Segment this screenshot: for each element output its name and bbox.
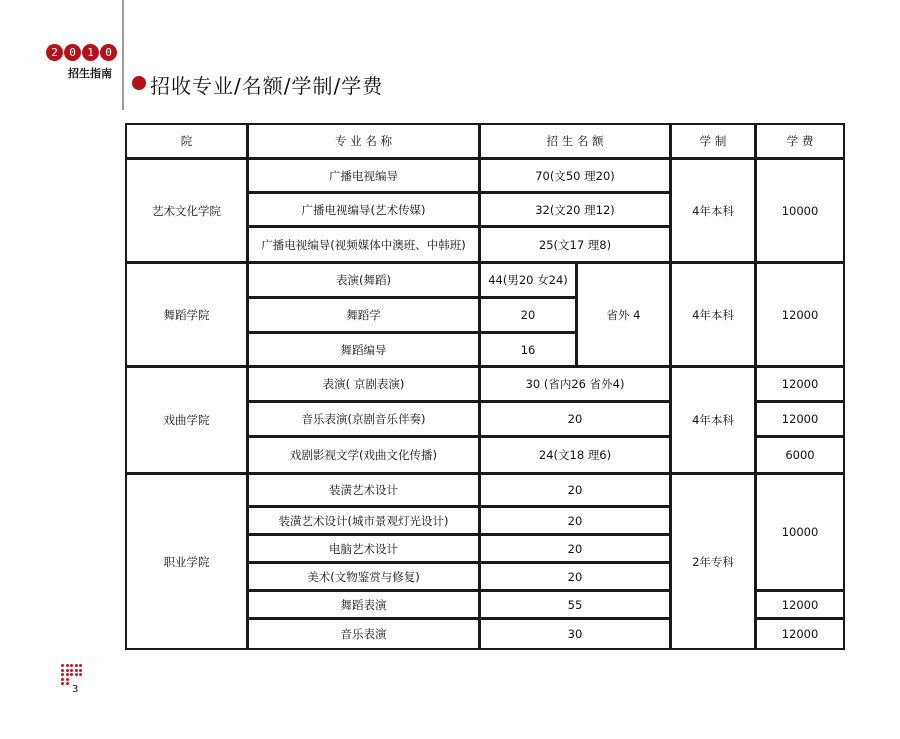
- quota-cell: 20: [479, 534, 671, 563]
- grid-dot: [66, 669, 69, 672]
- quota-cell: 70(文50 理20): [479, 158, 671, 193]
- major-cell: 装潢艺术设计(城市景观灯光设计): [247, 506, 480, 535]
- major-cell: 舞蹈编导: [247, 332, 480, 367]
- major-cell: 舞蹈表演: [247, 590, 480, 619]
- grid-dot: [75, 669, 78, 672]
- page-number: 3: [72, 684, 79, 695]
- college-cell: 职业学院: [125, 473, 248, 650]
- fee-cell: 12000: [755, 366, 845, 402]
- header-fee: 学 费: [755, 123, 845, 159]
- grid-dot: [70, 664, 73, 667]
- major-cell: 广播电视编导(视频媒体中澳班、中韩班): [247, 226, 480, 263]
- length-cell: 4年本科: [670, 366, 756, 474]
- major-cell: 装潢艺术设计: [247, 473, 480, 507]
- quota-cell: 20: [479, 401, 671, 437]
- province-quota-cell: 省外 4: [576, 262, 671, 367]
- quota-cell: 44(男20 女24): [479, 262, 577, 298]
- quota-cell: 20: [479, 297, 577, 333]
- grid-dot: [61, 669, 64, 672]
- grid-dot: [61, 682, 64, 685]
- quota-cell: 32(文20 理12): [479, 192, 671, 227]
- major-cell: 广播电视编导(艺术传媒): [247, 192, 480, 227]
- grid-dot: [66, 682, 69, 685]
- logo-year-digit: 0: [105, 46, 112, 59]
- divider-line: [122, 0, 124, 110]
- length-cell: 2年专科: [670, 473, 756, 650]
- grid-dot: [66, 678, 69, 681]
- major-cell: 音乐表演: [247, 618, 480, 650]
- header-quota: 招 生 名 额: [479, 123, 671, 159]
- grid-dot: [61, 673, 64, 676]
- quota-cell: 30 (省内26 省外4): [479, 366, 671, 402]
- major-cell: 音乐表演(京剧音乐伴奏): [247, 401, 480, 437]
- quota-cell: 24(文18 理6): [479, 436, 671, 474]
- major-cell: 广播电视编导: [247, 158, 480, 193]
- header-major: 专 业 名 称: [247, 123, 480, 159]
- header-length: 学 制: [670, 123, 756, 159]
- major-cell: 电脑艺术设计: [247, 534, 480, 563]
- grid-dot: [79, 673, 82, 676]
- quota-cell: 20: [479, 506, 671, 535]
- grid-dot: [61, 664, 64, 667]
- major-cell: 舞蹈学: [247, 297, 480, 333]
- quota-cell: 20: [479, 562, 671, 591]
- grid-dot: [75, 664, 78, 667]
- grid-dot: [66, 664, 69, 667]
- page-title: 招收专业/名额/学制/学费: [150, 74, 384, 98]
- fee-cell: 12000: [755, 590, 845, 619]
- fee-cell: 12000: [755, 262, 845, 367]
- grid-dot: [75, 673, 78, 676]
- brand-logo: [46, 44, 118, 80]
- length-cell: 4年本科: [670, 262, 756, 367]
- grid-dot: [70, 669, 73, 672]
- college-cell: 戏曲学院: [125, 366, 248, 474]
- logo-year-digit: 0: [69, 46, 76, 59]
- grid-dot: [79, 669, 82, 672]
- logo-year-digit: 1: [87, 46, 94, 59]
- quota-cell: 30: [479, 618, 671, 650]
- fee-cell: 12000: [755, 618, 845, 650]
- quota-cell: 25(文17 理8): [479, 226, 671, 263]
- college-cell: 舞蹈学院: [125, 262, 248, 367]
- logo-subtitle: 招生指南: [68, 67, 112, 80]
- college-cell: 艺术文化学院: [125, 158, 248, 263]
- bullet-dot-icon: [132, 76, 146, 90]
- quota-cell: 20: [479, 473, 671, 507]
- major-cell: 表演(舞蹈): [247, 262, 480, 298]
- header-college: 院: [125, 123, 248, 159]
- quota-cell: 16: [479, 332, 577, 367]
- quota-cell: 55: [479, 590, 671, 619]
- fee-cell: 12000: [755, 401, 845, 437]
- fee-cell: 10000: [755, 473, 845, 591]
- grid-dot: [79, 664, 82, 667]
- length-cell: 4年本科: [670, 158, 756, 263]
- grid-dot: [61, 678, 64, 681]
- major-cell: 表演( 京剧表演): [247, 366, 480, 402]
- major-cell: 戏剧影视文学(戏曲文化传播): [247, 436, 480, 474]
- grid-dot: [66, 673, 69, 676]
- fee-cell: 6000: [755, 436, 845, 474]
- fee-cell: 10000: [755, 158, 845, 263]
- logo-year-digit: 2: [51, 46, 58, 59]
- major-cell: 美术(文物鉴赏与修复): [247, 562, 480, 591]
- grid-dot: [70, 673, 73, 676]
